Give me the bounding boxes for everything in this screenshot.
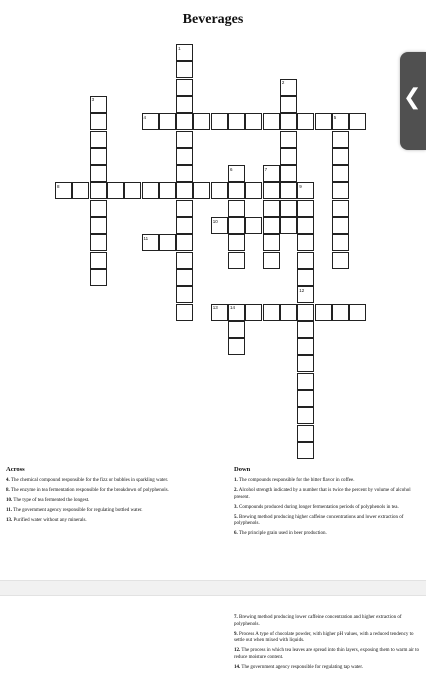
grid-cell[interactable] — [332, 182, 349, 199]
grid-cell[interactable] — [228, 234, 245, 251]
grid-number: 9 — [299, 183, 302, 189]
clue-text: The principle grain used in beer production. — [237, 531, 327, 536]
clue-number: 2. — [234, 488, 238, 493]
grid-cell[interactable] — [263, 182, 280, 199]
chevron-left-icon: ❮ — [403, 85, 422, 110]
grid-cell[interactable] — [332, 304, 349, 321]
grid-cell[interactable] — [124, 182, 141, 199]
clue-number: 11. — [6, 508, 12, 513]
clue-text: Compounds produced during longer fermentation periods of polyphenols in tea. — [237, 504, 399, 510]
clue-number: 1. — [234, 478, 238, 483]
grid-cell[interactable] — [297, 200, 314, 217]
grid-cell[interactable] — [280, 148, 297, 165]
grid-cell[interactable] — [263, 217, 280, 234]
across-heading: Across — [6, 466, 25, 473]
clue-number: 10. — [6, 498, 13, 503]
grid-cell[interactable] — [280, 113, 297, 130]
clue-item — [234, 632, 424, 645]
grid-number: 7 — [264, 166, 268, 172]
clue-text: Brewing method producing higher caffeine concentrations and lower extraction of polyphenols. — [234, 514, 404, 526]
clue-number: 4. — [6, 478, 10, 483]
grid-number: 11 — [143, 235, 149, 241]
clue-text: The compounds responsible for the bitter flavor in coffee. — [237, 478, 355, 483]
clue-text: The government agency responsible for regulating bottled water. — [11, 508, 143, 513]
clue-item — [234, 531, 424, 538]
clue-item — [234, 505, 424, 512]
grid-number: 12 — [299, 287, 305, 293]
grid-cell[interactable] — [211, 113, 228, 130]
clue-text: Purified water without any minerals. — [12, 518, 87, 523]
grid-cell[interactable] — [176, 79, 193, 96]
grid-cell[interactable] — [280, 96, 297, 113]
clue-item — [234, 665, 424, 672]
grid-number: 10 — [212, 218, 218, 224]
clue-item — [6, 508, 196, 515]
grid-cell[interactable] — [107, 182, 124, 199]
grid-cell[interactable] — [176, 304, 193, 321]
grid-cell[interactable] — [176, 234, 193, 251]
grid-cell[interactable] — [297, 113, 314, 130]
grid-cell[interactable] — [245, 217, 262, 234]
grid-cell[interactable] — [332, 234, 349, 251]
grid-cell[interactable] — [332, 131, 349, 148]
grid-cell[interactable] — [228, 217, 245, 234]
grid-cell[interactable] — [297, 373, 314, 390]
down-clues-continued — [234, 615, 424, 675]
clue-item — [6, 498, 196, 505]
down-clues — [234, 466, 424, 541]
grid-cell[interactable] — [193, 182, 210, 199]
clue-text: The government agency responsible for regulating tap water. — [240, 664, 364, 670]
grid-cell[interactable] — [280, 165, 297, 182]
grid-cell[interactable] — [297, 269, 314, 286]
grid-cell[interactable] — [263, 200, 280, 217]
clue-number: 5. — [234, 514, 238, 520]
grid-cell[interactable] — [297, 304, 314, 321]
grid-cell[interactable] — [263, 113, 280, 130]
grid-cell[interactable] — [297, 217, 314, 234]
sidebar-toggle-button[interactable] — [400, 52, 426, 150]
grid-cell[interactable] — [280, 131, 297, 148]
grid-cell[interactable] — [176, 148, 193, 165]
clue-number: 7. — [234, 615, 238, 620]
clue-item — [6, 488, 196, 495]
clue-text: The chemical compound responsible for the fizz or bubbles in sparkling water. — [9, 478, 169, 483]
grid-cell[interactable] — [297, 355, 314, 372]
grid-cell[interactable] — [297, 234, 314, 251]
grid-cell[interactable] — [228, 113, 245, 130]
grid-cell[interactable] — [349, 304, 366, 321]
grid-cell[interactable] — [263, 252, 280, 269]
grid-cell[interactable] — [193, 113, 210, 130]
clue-text: Alcohol strength indicated by a number that is twice the percent by volume of alcohol present. — [234, 488, 411, 500]
clue-text: The enzyme in tea fermentation responsible for the breakdown of polyphenols. — [9, 488, 169, 493]
grid-cell[interactable] — [90, 113, 107, 130]
page-break — [0, 580, 426, 596]
grid-cell[interactable] — [176, 269, 193, 286]
grid-number: 3 — [91, 97, 95, 103]
across-clues — [6, 466, 196, 528]
grid-cell[interactable] — [315, 304, 332, 321]
grid-cell[interactable] — [228, 182, 245, 199]
grid-cell[interactable] — [280, 304, 297, 321]
grid-cell[interactable] — [72, 182, 89, 199]
grid-cell[interactable] — [90, 131, 107, 148]
grid-cell[interactable] — [159, 182, 176, 199]
grid-cell[interactable] — [176, 182, 193, 199]
grid-cell[interactable] — [332, 165, 349, 182]
grid-number: 6 — [230, 166, 233, 172]
grid-number: 4 — [143, 114, 147, 120]
grid-cell[interactable] — [245, 113, 262, 130]
grid-number: 14 — [230, 305, 236, 310]
clue-text: Process A type of chocolate powder, with higher pH values, with a reduced tendency to settle out when mixed with liquids. — [234, 631, 414, 643]
grid-cell[interactable] — [90, 148, 107, 165]
grid-cell[interactable] — [176, 61, 193, 78]
grid-cell[interactable] — [297, 390, 314, 407]
grid-cell[interactable] — [90, 217, 107, 234]
grid-cell[interactable] — [297, 442, 314, 459]
grid-cell[interactable] — [280, 217, 297, 234]
grid-cell[interactable] — [349, 113, 366, 130]
grid-number: 1 — [178, 45, 181, 51]
grid-cell[interactable] — [332, 148, 349, 165]
grid-cell[interactable] — [176, 252, 193, 269]
grid-number: 2 — [281, 80, 285, 86]
grid-cell[interactable] — [280, 182, 297, 199]
clue-text: The type of tea fermented the longest. — [12, 498, 90, 503]
grid-cell[interactable] — [211, 182, 228, 199]
grid-cell[interactable] — [90, 165, 107, 182]
grid-cell[interactable] — [280, 200, 297, 217]
clue-number: 14. — [234, 664, 241, 670]
grid-number: 8 — [57, 183, 60, 189]
grid-cell[interactable] — [90, 182, 107, 199]
grid-cell[interactable] — [263, 304, 280, 321]
grid-number: 13 — [212, 305, 218, 310]
grid-cell[interactable] — [176, 200, 193, 217]
grid-cell[interactable] — [332, 252, 349, 269]
grid-cell[interactable] — [297, 252, 314, 269]
grid-cell[interactable] — [228, 252, 245, 269]
grid-cell[interactable] — [245, 304, 262, 321]
down-heading: Down — [234, 466, 251, 473]
grid-cell[interactable] — [245, 182, 262, 199]
grid-cell[interactable] — [159, 113, 176, 130]
clue-number: 3. — [234, 504, 238, 510]
clue-item — [234, 515, 424, 528]
clue-item — [234, 615, 424, 628]
grid-cell[interactable] — [90, 252, 107, 269]
grid-cell[interactable] — [90, 234, 107, 251]
grid-number: 5 — [333, 114, 337, 120]
grid-cell[interactable] — [332, 217, 349, 234]
clue-text: The process in which tea leaves are spread into thin layers, exposing them to warm air to reduce moisture content. — [234, 648, 419, 660]
clue-item — [234, 478, 424, 485]
grid-cell[interactable] — [142, 182, 159, 199]
grid-cell[interactable] — [297, 338, 314, 355]
clue-item — [6, 518, 196, 525]
clue-number: 6. — [234, 531, 238, 536]
grid-cell[interactable] — [315, 113, 332, 130]
clue-number: 13. — [6, 518, 13, 523]
grid-cell[interactable] — [228, 338, 245, 355]
grid-cell[interactable] — [297, 425, 314, 442]
grid-cell[interactable] — [176, 286, 193, 303]
grid-cell[interactable] — [176, 131, 193, 148]
grid-cell[interactable] — [263, 234, 280, 251]
clue-number: 8. — [6, 488, 10, 493]
grid-cell[interactable] — [159, 234, 176, 251]
grid-cell[interactable] — [228, 321, 245, 338]
clue-number: 9. — [234, 631, 238, 637]
clue-number: 12. — [234, 648, 241, 653]
clue-item — [6, 478, 196, 485]
grid-cell[interactable] — [297, 407, 314, 424]
puzzle-title: Beverages — [182, 12, 244, 27]
grid-cell[interactable] — [176, 113, 193, 130]
grid-cell[interactable] — [297, 321, 314, 338]
clue-item — [234, 488, 424, 501]
grid-cell[interactable] — [176, 165, 193, 182]
grid-cell[interactable] — [90, 269, 107, 286]
grid-cell[interactable] — [332, 200, 349, 217]
grid-cell[interactable] — [90, 200, 107, 217]
clue-item — [234, 648, 424, 661]
grid-cell[interactable] — [176, 217, 193, 234]
grid-cell[interactable] — [228, 200, 245, 217]
grid-cell[interactable] — [176, 96, 193, 113]
clue-text: Brewing method producing lower caffeine concentration and higher extraction of polyphenols. — [234, 615, 402, 627]
